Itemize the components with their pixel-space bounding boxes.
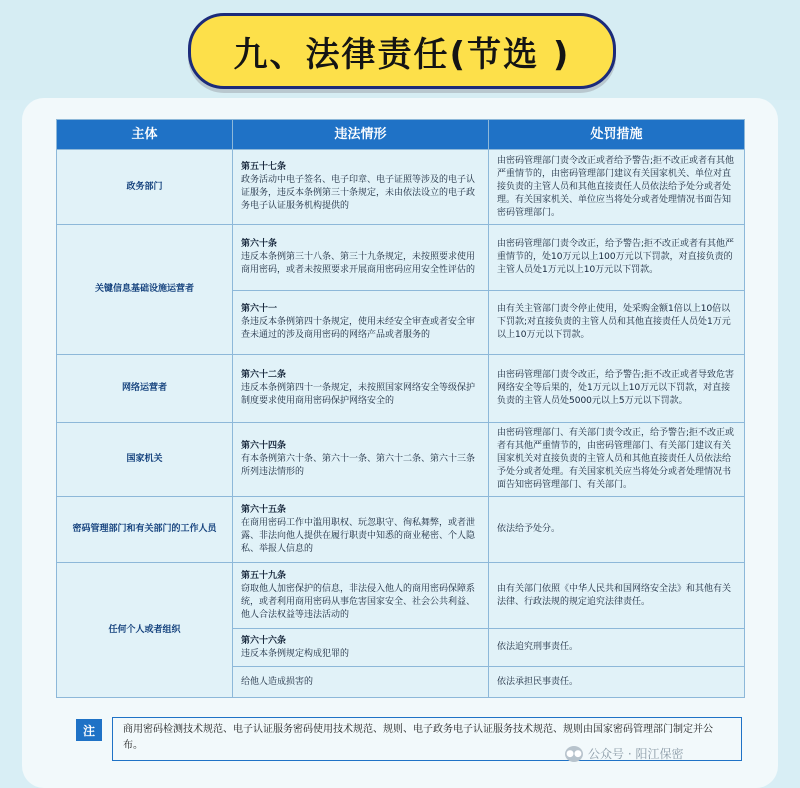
header-subject: 主体 [57, 120, 233, 150]
subject-cell: 政务部门 [57, 150, 233, 225]
note-text: 商用密码检测技术规范、电子认证服务密码使用技术规范、规则、电子政务电子认证服务技术规范、规则由国家密码管理部门制定并公布。 [112, 717, 742, 761]
penalty-cell: 由密码管理部门责令改正或者给予警告;拒不改正或者有其他严重情节的，由密码管理部门建议有关国家机关、单位对直接负责的主管人员和其他直接责任人员依法给予处分或者处理。有关国家机关、单位应当将处分或者处理情况书面告知密码管理部门。 [489, 150, 745, 225]
header-penalty: 处罚措施 [489, 120, 745, 150]
penalty-cell: 由有关部门依照《中华人民共和国网络安全法》和其他有关法律、行政法规的规定追究法律责任。 [489, 563, 745, 629]
violation-text: 违反本条例第三十八条、第三十九条规定，未按照要求使用商用密码，或者未按照要求开展商用密码应用安全性评估的 [241, 252, 476, 275]
violation-text: 给他人造成损害的 [241, 676, 314, 687]
violation-cell [233, 355, 489, 423]
violation-cell [233, 629, 489, 667]
penalty-cell: 由有关主管部门责令停止使用，处采购金额1倍以上10倍以下罚款;对直接负责的主管人员和其他直接责任人员处1万元以上10万元以下罚款。 [489, 291, 745, 355]
penalty-cell: 依法承担民事责任。 [489, 667, 745, 698]
article-number: 第六十五条 [241, 504, 287, 515]
penalty-cell: 由密码管理部门责令改正，给予警告;拒不改正或者导致危害网络安全等后果的，处1万元以上10万元以下罚款，对直接负责的主管人员处5000元以上5万元以下罚款。 [489, 355, 745, 423]
note-label: 注 [76, 719, 102, 741]
article-number: 第六十一 [241, 304, 278, 314]
table-row [57, 150, 745, 225]
watermark [565, 745, 683, 762]
subject-cell: 任何个人或者组织 [57, 563, 233, 698]
table-row [57, 355, 745, 423]
violation-cell [233, 563, 489, 629]
article-number: 第六十条 [241, 239, 278, 249]
penalty-cell: 依法追究刑事责任。 [489, 629, 745, 667]
penalty-cell: 依法给予处分。 [489, 497, 745, 563]
article-number: 第五十七条 [241, 162, 287, 172]
violation-text: 违反本条例规定构成犯罪的 [241, 648, 350, 659]
subject-cell: 关键信息基础设施运营者 [57, 225, 233, 355]
subject-cell: 国家机关 [57, 423, 233, 497]
violation-cell [233, 497, 489, 563]
violation-text: 有本条例第六十条、第六十一条、第六十二条、第六十三条所列违法情形的 [241, 454, 476, 477]
violation-text: 窃取他人加密保护的信息，非法侵入他人的商用密码保障系统，或者利用商用密码从事危害国家安全、社会公共利益、他人合法权益等违法活动的 [241, 583, 476, 620]
wechat-icon: ●● [565, 746, 583, 762]
header-violation: 违法情形 [233, 120, 489, 150]
violation-text: 条违反本条例第四十条规定，使用未经安全审查或者安全审查未通过的涉及商用密码的网络产品或者服务的 [241, 317, 476, 340]
table-row [57, 225, 745, 291]
article-number: 第六十二条 [241, 370, 287, 380]
watermark-text: 公众号 · 阳江保密 [588, 747, 684, 761]
violation-cell [233, 423, 489, 497]
page-title: 九、法律责任(节选 ) [188, 13, 616, 89]
violation-cell [233, 291, 489, 355]
violation-cell [233, 225, 489, 291]
article-number: 第五十九条 [241, 570, 287, 581]
table-row [57, 563, 745, 629]
violation-text: 在商用密码工作中滥用职权、玩忽职守、徇私舞弊，或者泄露、非法向他人提供在履行职责中知悉的商业秘密、个人隐私、举报人信息的 [241, 517, 476, 554]
subject-cell: 网络运营者 [57, 355, 233, 423]
table-header-row [57, 120, 745, 150]
violation-text: 政务活动中电子签名、电子印章、电子证照等涉及的电子认证服务，违反本条例第三十条规定，未由依法设立的电子政务电子认证服务机构提供的 [241, 175, 476, 211]
subject-cell: 密码管理部门和有关部门的工作人员 [57, 497, 233, 563]
violation-cell [233, 667, 489, 698]
legal-liability-table [56, 119, 745, 698]
violation-cell [233, 150, 489, 225]
penalty-cell: 由密码管理部门责令改正，给予警告;拒不改正或者有其他严重情节的，处10万元以上100万元以下罚款，对直接负责的主管人员处1万元以上10万元以下罚款。 [489, 225, 745, 291]
violation-text: 违反本条例第四十一条规定，未按照国家网络安全等级保护制度要求使用商用密码保护网络安全的 [241, 383, 476, 406]
table-row [57, 497, 745, 563]
article-number: 第六十四条 [241, 441, 287, 451]
penalty-cell: 由密码管理部门、有关部门责令改正，给予警告;拒不改正或者有其他严重情节的，由密码管理部门、有关部门建议有关国家机关对直接负责的主管人员和其他直接责任人员依法给予处分或者处理。有关国家机关应当将处分或者处理情况书面告知密码管理部门、有关部门。 [489, 423, 745, 497]
article-number: 第六十六条 [241, 635, 287, 646]
table-row [57, 423, 745, 497]
